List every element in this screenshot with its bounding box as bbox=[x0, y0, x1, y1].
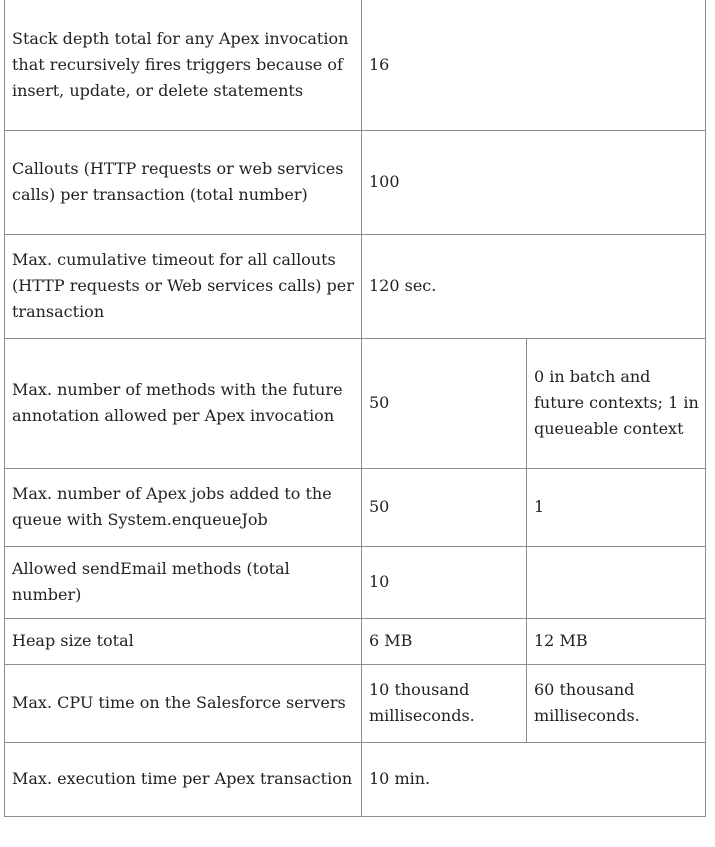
limit-value-sync: 6 MB bbox=[362, 618, 527, 664]
limit-value-sync: 50 bbox=[362, 338, 527, 468]
limit-description: Heap size total bbox=[5, 618, 362, 664]
limit-value-sync: 10 bbox=[362, 546, 527, 618]
table-row bbox=[5, 338, 706, 468]
table-row bbox=[5, 664, 706, 742]
table-row bbox=[5, 742, 706, 816]
limit-value-async: 0 in batch and future contexts; 1 in queueable context bbox=[527, 338, 706, 468]
limit-description: Callouts (HTTP requests or web services calls) per transaction (total number) bbox=[5, 130, 362, 234]
limit-value: 100 bbox=[362, 130, 706, 234]
limit-description: Max. cumulative timeout for all callouts (HTTP requests or Web services calls) per transaction bbox=[5, 234, 362, 338]
limit-description: Allowed sendEmail methods (total number) bbox=[5, 546, 362, 618]
table-row bbox=[5, 0, 706, 130]
limit-description: Max. number of Apex jobs added to the queue with System.enqueueJob bbox=[5, 468, 362, 546]
limit-value: 10 min. bbox=[362, 742, 706, 816]
limit-value-sync: 50 bbox=[362, 468, 527, 546]
limit-value-sync: 10 thousand milliseconds. bbox=[362, 664, 527, 742]
limit-value-async: 12 MB bbox=[527, 618, 706, 664]
limit-description: Max. execution time per Apex transaction bbox=[5, 742, 362, 816]
governor-limits-table bbox=[4, 0, 706, 817]
table-row bbox=[5, 130, 706, 234]
limit-value-async bbox=[527, 546, 706, 618]
limit-value: 120 sec. bbox=[362, 234, 706, 338]
limit-value-async: 60 thousand milliseconds. bbox=[527, 664, 706, 742]
limit-value-async: 1 bbox=[527, 468, 706, 546]
table-row bbox=[5, 468, 706, 546]
limit-description: Max. number of methods with the future annotation allowed per Apex invocation bbox=[5, 338, 362, 468]
limit-value: 16 bbox=[362, 0, 706, 130]
table-row bbox=[5, 546, 706, 618]
limit-description: Stack depth total for any Apex invocation that recursively fires triggers because of insert, update, or delete statements bbox=[5, 0, 362, 130]
limit-description: Max. CPU time on the Salesforce servers bbox=[5, 664, 362, 742]
table-row bbox=[5, 234, 706, 338]
table-row bbox=[5, 618, 706, 664]
